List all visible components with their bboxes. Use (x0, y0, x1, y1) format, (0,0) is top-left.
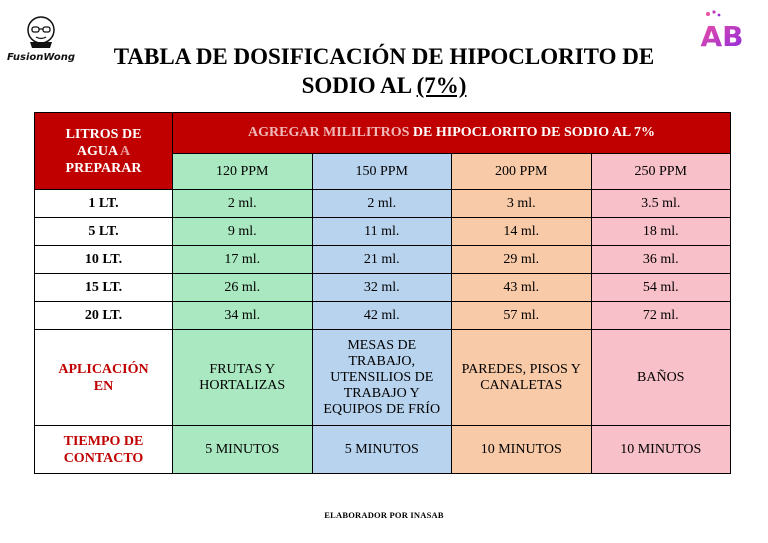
time-cell: 10 MINUTOS (452, 426, 592, 474)
value-cell: 14 ml. (452, 218, 592, 246)
page-title (80, 42, 688, 100)
header-add-ml-prefix: AGREGAR MILILITROS (248, 125, 410, 140)
header-liters-line1: LITROS DE (65, 126, 142, 142)
liters-cell: 5 LT. (35, 218, 173, 246)
application-row (35, 330, 731, 426)
time-cell: 5 MINUTOS (173, 426, 313, 474)
application-tables (312, 330, 452, 426)
table-row (35, 274, 731, 302)
application-label-line2: EN (93, 378, 114, 394)
application-text: HORTALIZAS (199, 377, 286, 393)
liters-cell: 20 LT. (35, 302, 173, 330)
value-cell: 34 ml. (173, 302, 313, 330)
value-cell: 2 ml. (312, 190, 452, 218)
value-cell: 42 ml. (312, 302, 452, 330)
contact-time-label-line2: CONTACTO (63, 450, 144, 466)
value-cell: 3 ml. (452, 190, 592, 218)
header-liters-line2: AGUA (76, 143, 118, 159)
header-add-ml-suffix: DE HIPOCLORITO DE SODIO AL 7% (409, 125, 655, 140)
header-row (35, 113, 731, 154)
application-text: EQUIPOS DE FRÍO (323, 401, 441, 417)
application-text: UTENSILIOS DE (330, 369, 434, 385)
header-liters-line3: PREPARAR (65, 160, 142, 176)
application-label (35, 330, 173, 426)
application-bathrooms (591, 330, 731, 426)
contact-time-label (35, 426, 173, 474)
time-cell: 10 MINUTOS (591, 426, 731, 474)
ppm-250: 250 PPM (591, 154, 731, 190)
application-walls (452, 330, 592, 426)
table-row (35, 190, 731, 218)
value-cell: 29 ml. (452, 246, 592, 274)
application-fruits (173, 330, 313, 426)
footer-credit: ELABORADOR POR INASAB (324, 510, 444, 520)
header-liters-line2b: A (120, 143, 131, 159)
value-cell: 3.5 ml. (591, 190, 731, 218)
value-cell: 11 ml. (312, 218, 452, 246)
table-row (35, 302, 731, 330)
svg-text:AB: AB (700, 20, 744, 53)
value-cell: 36 ml. (591, 246, 731, 274)
value-cell: 57 ml. (452, 302, 592, 330)
value-cell: 21 ml. (312, 246, 452, 274)
value-cell: 18 ml. (591, 218, 731, 246)
title-line-2-prefix: SODIO AL (301, 73, 417, 98)
liters-cell: 1 LT. (35, 190, 173, 218)
value-cell: 43 ml. (452, 274, 592, 302)
application-label-line1: APLICACIÓN (58, 361, 149, 377)
application-text: TRABAJO, (348, 353, 415, 369)
application-text: PAREDES, PISOS Y (461, 361, 581, 377)
ppm-150: 150 PPM (312, 154, 452, 190)
liters-cell: 10 LT. (35, 246, 173, 274)
header-liters (35, 113, 173, 190)
application-text: MESAS DE (347, 337, 417, 353)
application-text: CANALETAS (480, 377, 563, 393)
value-cell: 17 ml. (173, 246, 313, 274)
liters-cell: 15 LT. (35, 274, 173, 302)
title-line-2 (80, 71, 688, 100)
contact-time-row (35, 426, 731, 474)
table-row (35, 218, 731, 246)
application-text: TRABAJO Y (343, 385, 420, 401)
table-row (35, 246, 731, 274)
dosage-table (34, 112, 731, 474)
header-add-ml (173, 113, 731, 154)
application-text: FRUTAS Y (209, 361, 276, 377)
time-cell: 5 MINUTOS (312, 426, 452, 474)
value-cell: 2 ml. (173, 190, 313, 218)
value-cell: 72 ml. (591, 302, 731, 330)
title-percentage: (7%) (416, 73, 467, 98)
ab-logo (694, 6, 750, 56)
application-text: BAÑOS (637, 369, 685, 385)
value-cell: 9 ml. (173, 218, 313, 246)
value-cell: 26 ml. (173, 274, 313, 302)
ppm-120: 120 PPM (173, 154, 313, 190)
svg-text:FusionWong: FusionWong (7, 52, 75, 63)
value-cell: 54 ml. (591, 274, 731, 302)
fusion-wong-logo (6, 10, 76, 68)
title-line-1: TABLA DE DOSIFICACIÓN DE HIPOCLORITO DE (113, 44, 655, 69)
value-cell: 32 ml. (312, 274, 452, 302)
contact-time-label-line1: TIEMPO DE (63, 433, 144, 449)
ppm-200: 200 PPM (452, 154, 592, 190)
